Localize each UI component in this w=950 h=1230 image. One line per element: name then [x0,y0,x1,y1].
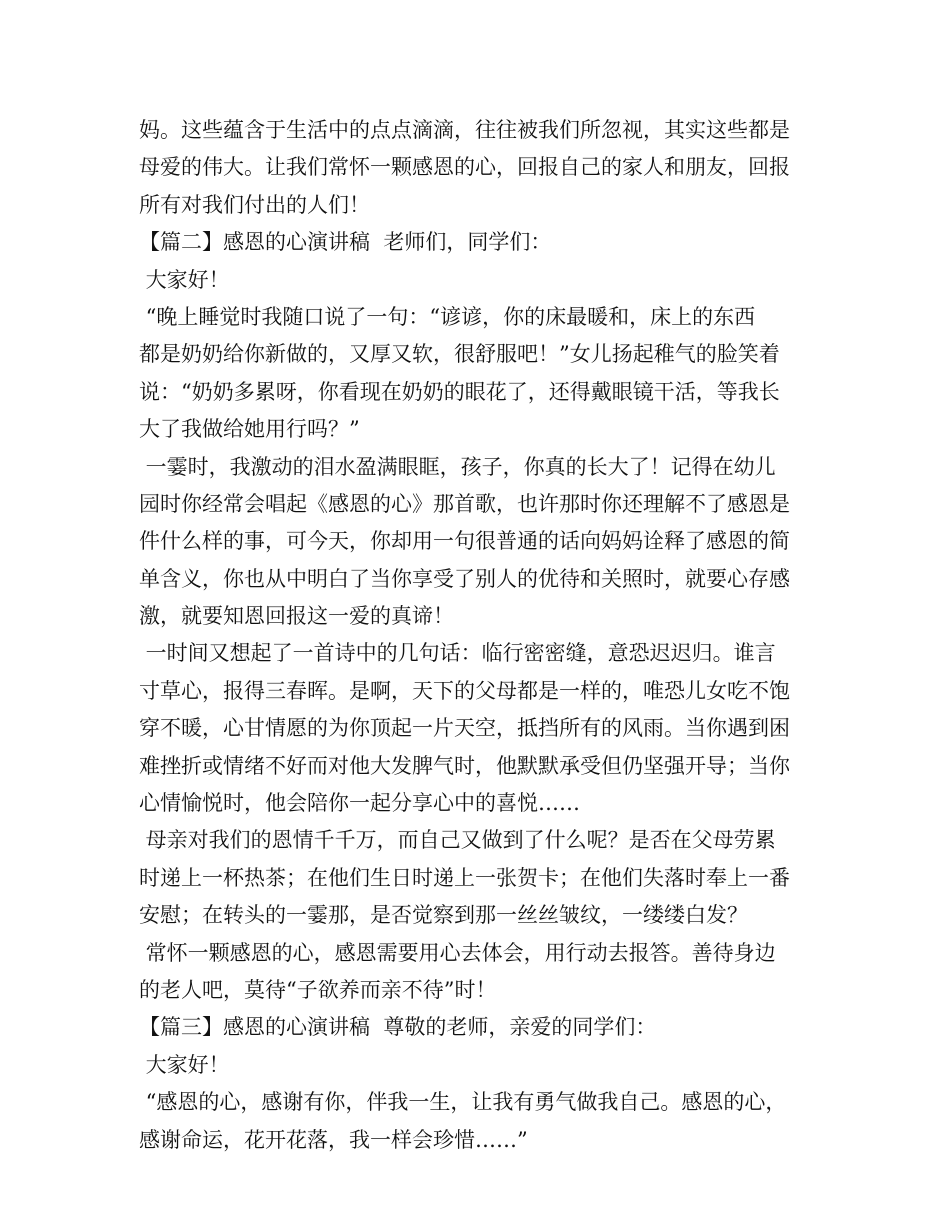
text-line: 一霎时，我激动的泪水盈满眼眶，孩子，你真的长大了！记得在幼儿 [139,454,776,479]
text-line: 妈。这些蕴含于生活中的点点滴滴，往往被我们所忽视，其实这些都是 [139,118,790,142]
text-line: 激，就要知恩回报这一爱的真谛！ [139,604,454,629]
text-line: 件什么样的事，可今天，你却用一句很普通的话向妈妈诠释了感恩的简 [139,529,790,554]
text-line: 都是奶奶给你新做的，又厚又软，很舒服吧！”女儿扬起稚气的脸笑着 [139,342,780,367]
text-line: 大了我做给她用行吗？” [139,417,360,442]
text-line: 一时间又想起了一首诗中的几句话：临行密密缝，意恐迟迟归。谁言 [139,641,776,666]
greeting-line: 大家好！ [139,1052,230,1077]
text-line: 安慰；在转头的一霎那，是否觉察到那一丝丝皱纹，一缕缕白发？ [139,903,748,928]
section-heading-2: 【篇二】感恩的心演讲稿 老师们，同学们： [139,230,552,255]
text-line: 园时你经常会唱起《感恩的心》那首歌，也许那时你还理解不了感恩是 [139,491,790,516]
text-line: 所有对我们付出的人们！ [139,192,370,217]
text-line: 的老人吧，莫待“子欲养而亲不待”时！ [139,977,497,1002]
text-line: 心情愉悦时，他会陪你一起分享心中的喜悦…… [139,791,580,816]
greeting-line: 大家好！ [139,267,230,292]
text-line: 时递上一杯热茶；在他们生日时递上一张贺卡；在他们失落时奉上一番 [139,865,790,890]
text-line: 母亲对我们的恩情千千万，而自己又做到了什么呢？是否在父母劳累 [139,828,776,853]
section-heading-3: 【篇三】感恩的心演讲稿 尊敬的老师，亲爱的同学们： [139,1015,657,1040]
text-line: 单含义，你也从中明白了当你享受了别人的优待和关照时，就要心存感 [139,566,790,591]
text-line: 寸草心，报得三春晖。是啊，天下的父母都是一样的，唯恐儿女吃不饱 [139,678,790,703]
text-line: 感谢命运，花开花落，我一样会珍惜……” [139,1127,528,1152]
document-body [139,112,829,1159]
text-line: “感恩的心，感谢有你，伴我一生，让我有勇气做我自己。感恩的心， [139,1090,787,1115]
text-line: 母爱的伟大。让我们常怀一颗感恩的心，回报自己的家人和朋友，回报 [139,155,790,180]
text-line: 说：“奶奶多累呀，你看现在奶奶的眼花了，还得戴眼镜干活，等我长 [139,379,780,404]
text-line: 难挫折或情绪不好而对他大发脾气时，他默默承受但仍坚强开导；当你 [139,753,790,778]
text-line: “晚上睡觉时我随口说了一句：“谚谚，你的床最暖和，床上的东西 [139,304,756,329]
text-line: 穿不暖，心甘情愿的为你顶起一片天空，抵挡所有的风雨。当你遇到困 [139,716,790,741]
text-line: 常怀一颗感恩的心，感恩需要用心去体会，用行动去报答。善待身边 [139,940,776,965]
